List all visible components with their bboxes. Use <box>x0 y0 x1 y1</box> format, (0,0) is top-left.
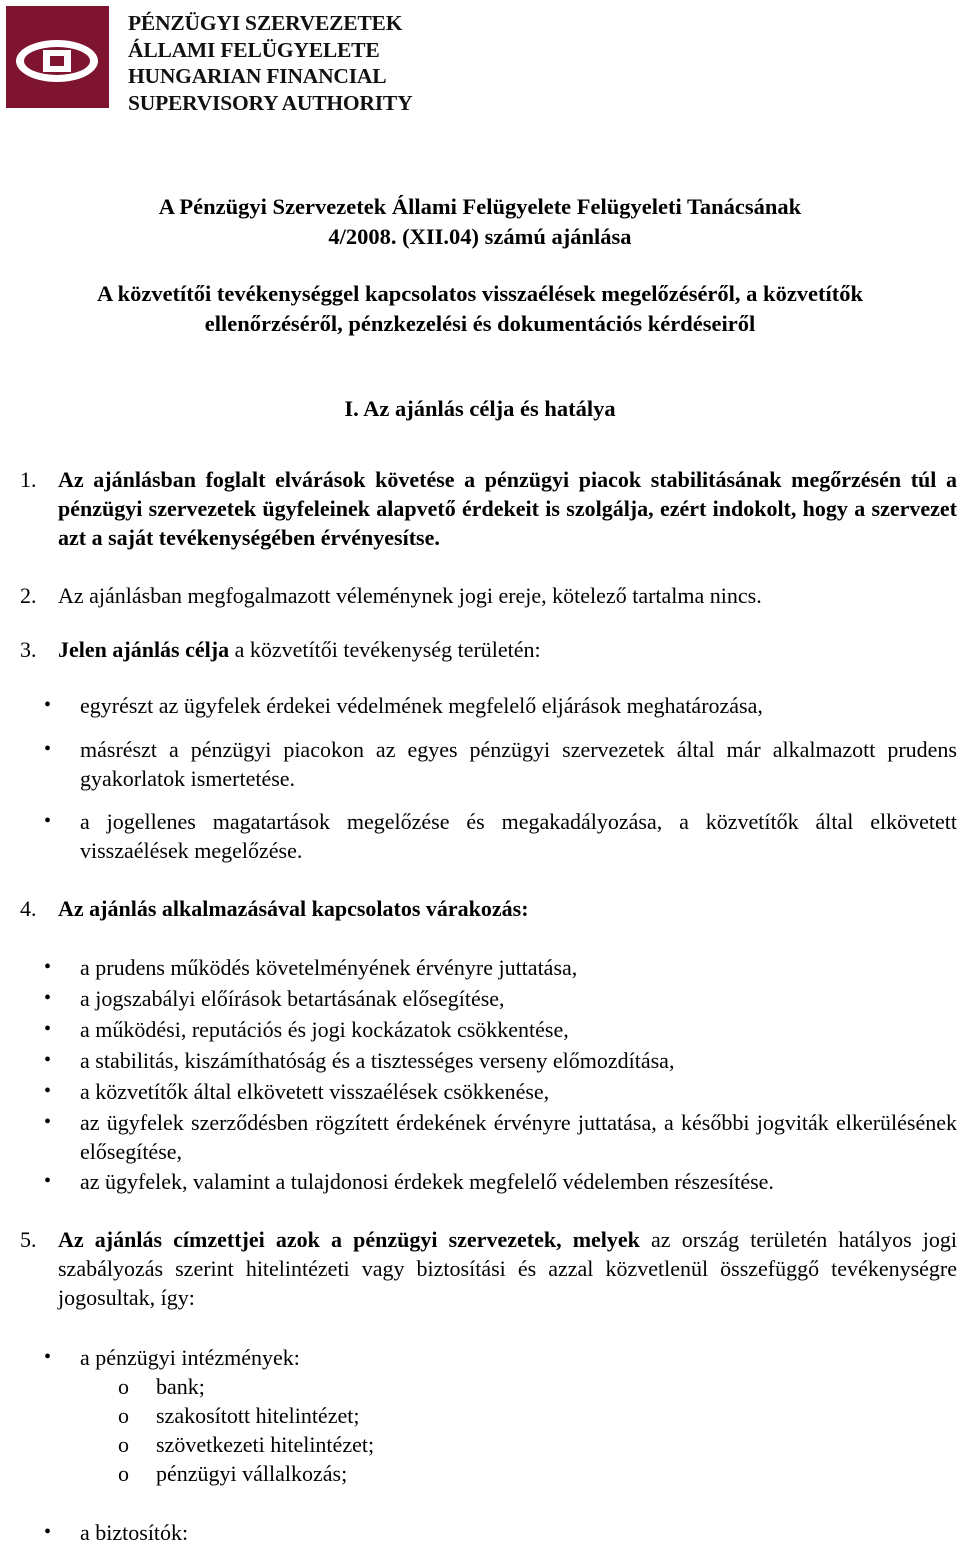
paragraph-rest: a közvetítői tevékenység területén: <box>229 637 541 662</box>
bullet: • <box>44 738 52 760</box>
sub-bullet: o <box>118 1461 129 1486</box>
list-item <box>44 1343 957 1372</box>
bullet: • <box>44 1346 52 1368</box>
sub-bullet: o <box>118 1432 129 1457</box>
list-item <box>44 1046 957 1075</box>
sub-list-item <box>118 1401 359 1430</box>
sub-bullet: o <box>118 1403 129 1428</box>
sub-list-item-text: bank; <box>156 1374 205 1399</box>
bullet: • <box>44 1111 52 1133</box>
logo-text <box>128 10 428 116</box>
bullet: • <box>44 810 52 832</box>
list-item-text: a működési, reputációs és jogi kockázatok csökkentése, <box>80 1017 569 1042</box>
list-item <box>44 984 957 1013</box>
list-item-text: másrészt a pénzügyi piacokon az egyes pénzügyi szervezetek által már alkalmazott prudens gyakorlatok ismertetése. <box>80 737 957 791</box>
list-item-text: a biztosítók: <box>80 1520 189 1545</box>
list-item <box>44 807 957 865</box>
paragraph-bold: Az ajánlás alkalmazásával kapcsolatos várakozás: <box>58 896 529 921</box>
paragraph-number: 1. <box>20 467 37 492</box>
subtitle-line: A közvetítői tevékenységgel kapcsolatos visszaélések megelőzéséről, a közvetítők <box>96 281 864 306</box>
subtitle-line: ellenőrzéséről, pénzkezelési és dokumentációs kérdéseiről <box>204 311 756 336</box>
list-item-text: a jogszabályi előírások betartásának elősegítése, <box>80 986 505 1011</box>
bullet: • <box>44 1170 52 1192</box>
paragraph-4 <box>20 894 957 923</box>
document-subtitle <box>0 279 960 339</box>
bullet: • <box>44 694 52 716</box>
list-item <box>44 1015 957 1044</box>
list-item <box>44 953 957 982</box>
sub-list-item <box>118 1372 205 1401</box>
title-line: 4/2008. (XII.04) számú ajánlása <box>328 224 632 249</box>
list-item-text: a jogellenes magatartások megelőzése és megakadályozása, a közvetítők által elkövetett visszaélések megelőzése. <box>80 809 957 863</box>
list-item <box>44 735 957 793</box>
paragraph-2 <box>20 581 957 610</box>
paragraph-number: 3. <box>20 637 37 662</box>
paragraph-rest: az ország területén hatályos jogi szabályozás szerint hitelintézeti vagy biztosítási és azzal közvetlenül összefüggő tevékenységre jogosultak, így: <box>58 1227 957 1310</box>
logo-line: ÁLLAMI FELÜGYELETE <box>128 37 380 62</box>
bullet: • <box>44 1018 52 1040</box>
logo-line: PÉNZÜGYI SZERVEZETEK <box>128 11 403 35</box>
sub-list-item <box>118 1459 347 1488</box>
logo-line: HUNGARIAN FINANCIAL <box>128 64 387 88</box>
section-title: I. Az ajánlás célja és hatálya <box>344 396 616 421</box>
list-item <box>44 691 957 720</box>
logo-emblem-icon <box>6 6 109 108</box>
logo-line: SUPERVISORY AUTHORITY <box>128 90 413 115</box>
list-item <box>44 1108 957 1166</box>
sub-list-item-text: szövetkezeti hitelintézet; <box>156 1432 375 1457</box>
sub-bullet: o <box>118 1374 129 1399</box>
sub-list-item <box>118 1430 374 1459</box>
bullet: • <box>44 956 52 978</box>
bullet: • <box>44 1080 52 1102</box>
sub-list-item-text: szakosított hitelintézet; <box>156 1403 360 1428</box>
paragraph-text <box>58 635 957 664</box>
list-item <box>44 1077 957 1106</box>
bullet: • <box>44 1049 52 1071</box>
paragraph-text <box>58 1225 957 1312</box>
paragraph-number: 4. <box>20 896 37 921</box>
list-item-text: a prudens működés követelményének érvényre juttatása, <box>80 955 578 980</box>
list-item <box>44 1518 957 1547</box>
list-item-text: a közvetítők által elkövetett visszaélések csökkenése, <box>80 1079 550 1104</box>
paragraph-number: 2. <box>20 583 37 608</box>
paragraph-text: Az ajánlásban megfogalmazott véleménynek jogi ereje, kötelező tartalma nincs. <box>58 583 762 608</box>
paragraph-3 <box>20 635 957 664</box>
bullet: • <box>44 1521 52 1543</box>
paragraph-bold: Jelen ajánlás célja <box>58 637 230 662</box>
bullet: • <box>44 987 52 1009</box>
list-item-text: a pénzügyi intézmények: <box>80 1345 300 1370</box>
section-heading <box>0 394 960 424</box>
hfsa-logo <box>6 6 109 108</box>
list-item-text: az ügyfelek szerződésben rögzített érdekének érvényre juttatása, a későbbi jogviták elkerülésének elősegítése, <box>80 1110 957 1164</box>
paragraph-number: 5. <box>20 1227 37 1252</box>
list-item-text: az ügyfelek, valamint a tulajdonosi érdekek megfelelő védelemben részesítése. <box>80 1169 774 1194</box>
sub-list-item-text: pénzügyi vállalkozás; <box>156 1461 348 1486</box>
list-item-text: a stabilitás, kiszámíthatóság és a tisztességes verseny előmozdítása, <box>80 1048 675 1073</box>
list-item <box>44 1167 957 1196</box>
title-line: A Pénzügyi Szervezetek Állami Felügyelete Felügyeleti Tanácsának <box>158 194 802 219</box>
document-title <box>0 192 960 252</box>
paragraph-text: Az ajánlásban foglalt elvárások követése a pénzügyi piacok stabilitásának megőrzésén túl a pénzügyi szervezetek ügyfeleinek alapvető érdekeit is szolgálja, ezért indokolt, hogy a szervezet azt a saját tevékenységében érvényesítse. <box>58 467 957 550</box>
list-item-text: egyrészt az ügyfelek érdekei védelmének megfelelő eljárások meghatározása, <box>80 693 763 718</box>
paragraph-5 <box>20 1225 957 1312</box>
paragraph-1 <box>20 465 957 552</box>
paragraph-bold: Az ajánlás címzettjei azok a pénzügyi szervezetek, melyek <box>58 1227 640 1252</box>
